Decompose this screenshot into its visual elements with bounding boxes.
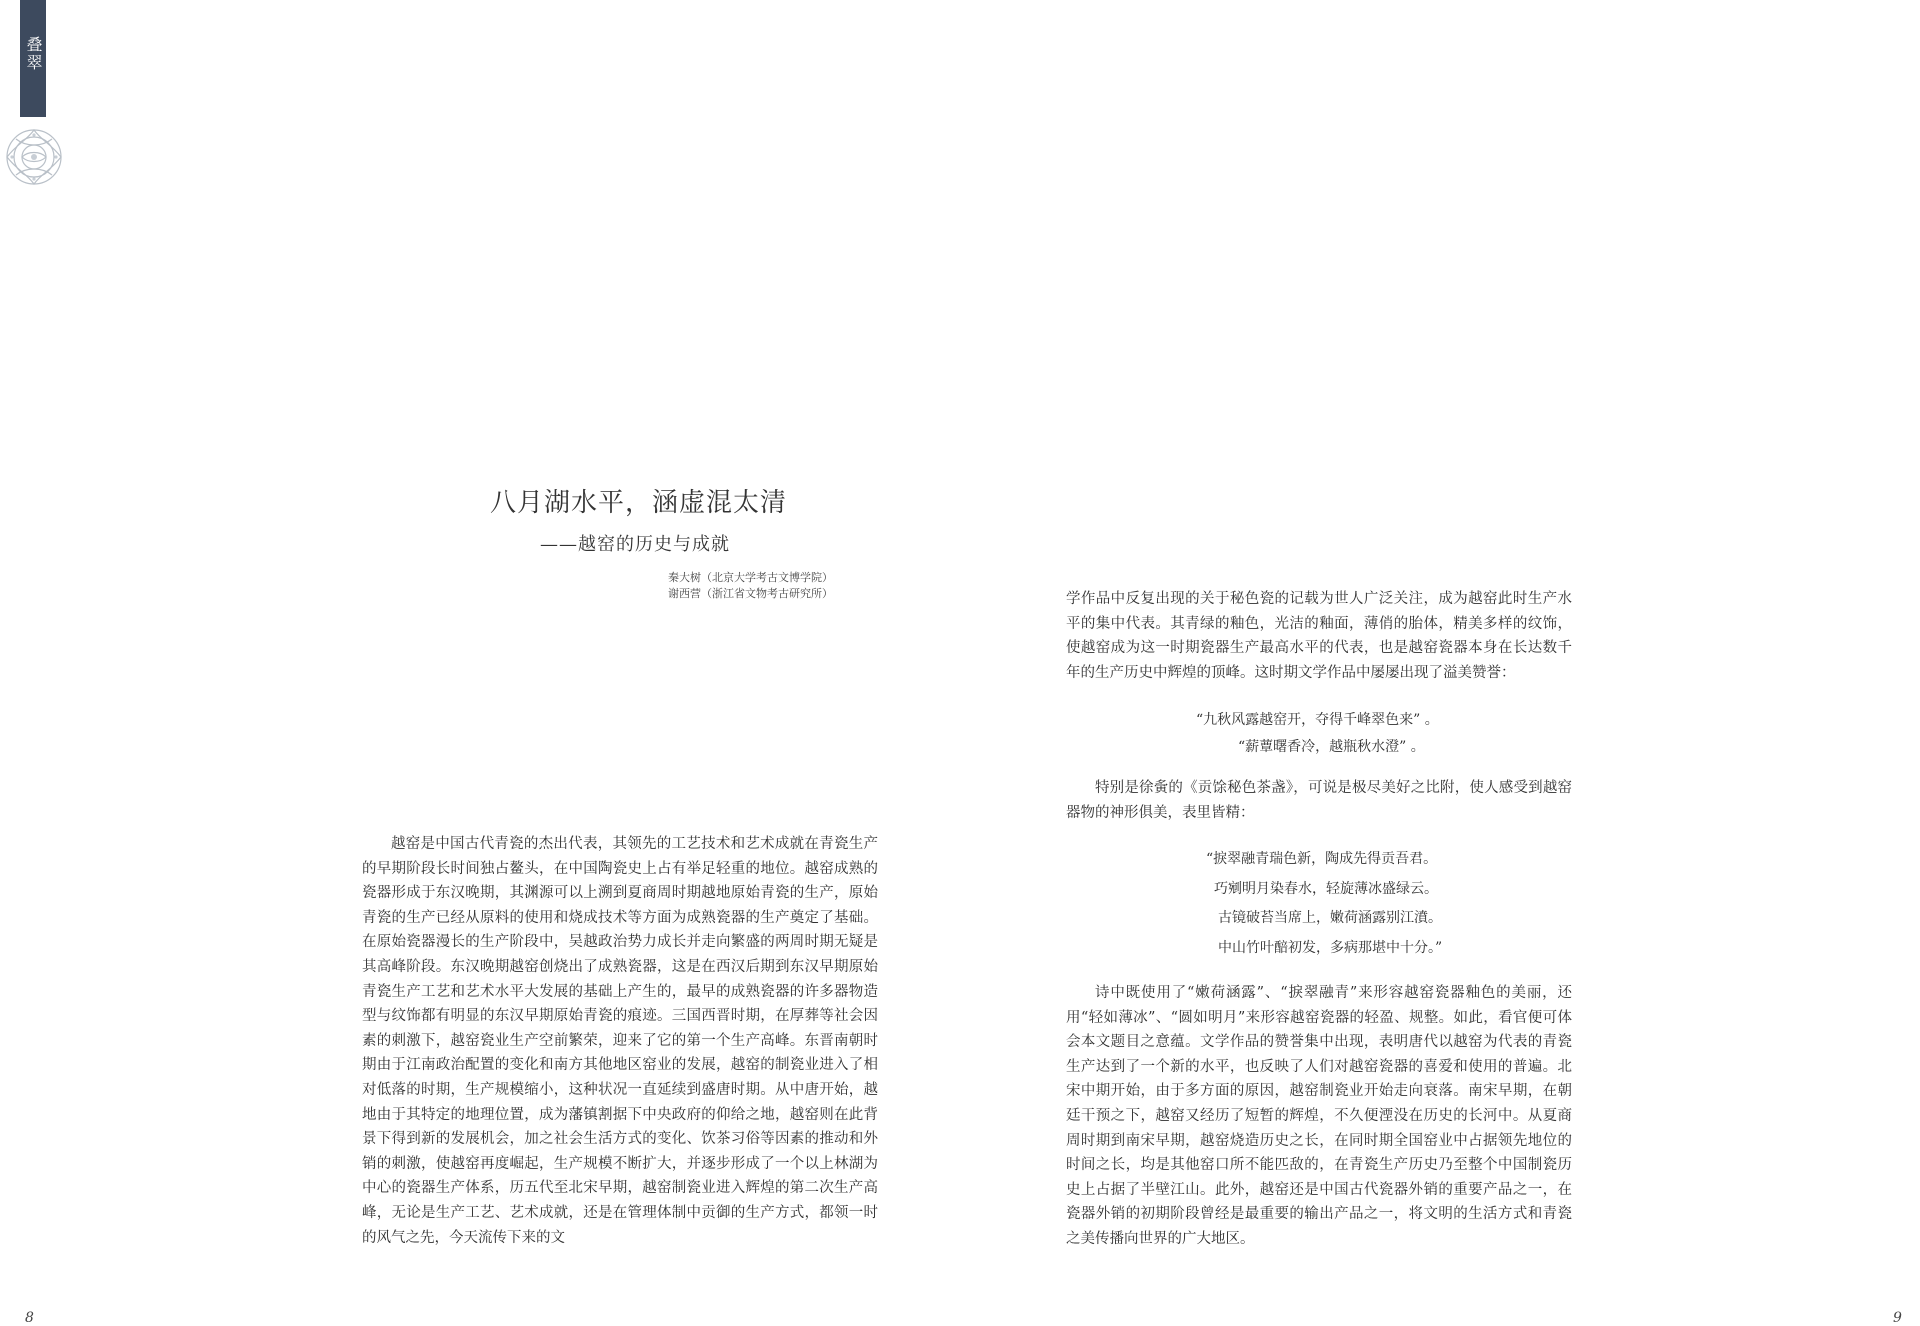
body-paragraph: 诗中既使用了“嫩荷涵露”、“捩翠融青”来形容越窑瓷器釉色的美丽，还用“轻如薄冰”、“圆如明月”来形容越窑瓷器的轻盈、规整。如此，看官便可体会本文题目之意蕴。文学作品的赞誉集中出现，表明唐代以越窑为代表的青瓷生产达到了一个新的水平，也反映了人们对越窑瓷器的喜爱和使用的普遍。北宋中期开始，由于多方面的原因，越窑制瓷业开始走向衰落。南宋早期，在朝廷干预之下，越窑又经历了短暂的辉煌，不久便湮没在历史的长河中。从夏商周时期到南宋早期，越窑烧造历史之长，在同时期全国窑业中占据领先地位的时间之长，均是其他窑口所不能匹敌的，在青瓷生产历史乃至整个中国制瓷历史上占据了半壁江山。此外，越窑还是中国古代瓷器外销的重要产品之一，在瓷器外销的初期阶段曾经是最重要的输出产品之一，将文明的生活方式和青瓷之美传播向世界的广大地区。: [1066, 985, 1572, 1247]
author-line: 谢西营（浙江省文物考古研究所）: [668, 587, 833, 600]
author-list: [668, 570, 833, 602]
body-paragraph: 越窑是中国古代青瓷的杰出代表，其领先的工艺技术和艺术成就在青瓷生产的早期阶段长时间独占鳌头，在中国陶瓷史上占有举足轻重的地位。越窑成熟的瓷器形成于东汉晚期，其渊源可以上溯到夏商周时期越地原始青瓷的生产，原始青瓷的生产已经从原料的使用和烧成技术等方面为成熟瓷器的生产奠定了基础。在原始瓷器漫长的生产阶段中，吴越政治势力成长并走向繁盛的两周时期无疑是其高峰阶段。东汉晚期越窑创烧出了成熟瓷器，这是在西汉后期到东汉早期原始青瓷生产工艺和艺术水平大发展的基础上产生的，最早的成熟瓷器的许多器物造型与纹饰都有明显的东汉早期原始青瓷的痕迹。三国西晋时期，在厚葬等社会因素的刺激下，越窑瓷业生产空前繁荣，迎来了它的第一个生产高峰。东晋南朝时期由于江南政治配置的变化和南方其他地区窑业的发展，越窑的制瓷业进入了相对低落的时期，生产规模缩小，这种状况一直延续到盛唐时期。从中唐开始，越地由于其特定的地理位置，成为藩镇割据下中央政府的仰给之地，越窑则在此背景下得到新的发展机会，加之社会生活方式的变化、饮茶习俗等因素的推动和外销的刺激，使越窑再度崛起，生产规模不断扩大，并逐步形成了一个以上林湖为中心的瓷器生产体系，历五代至北宋早期，越窑制瓷业进入辉煌的第二次生产高峰，无论是生产工艺、艺术成就，还是在管理体制中贡御的生产方式，都领一时的风气之先，今天流传下来的文: [362, 836, 878, 1246]
poem-line: 中山竹叶醅初发，多病那堪中十分。”: [1218, 939, 1443, 956]
poem-block: [1206, 845, 1442, 963]
poem-line: “捩翠融青瑞色新，陶成先得贡吾君。: [1206, 851, 1438, 867]
author-line: 秦大树（北京大学考古文博学院）: [668, 571, 833, 584]
page-number-left: 8: [25, 1310, 34, 1326]
quotation-line: “薪蕈曙香冷，越瓶秋水澄” 。: [1238, 739, 1425, 755]
page-number-right: 9: [1893, 1310, 1902, 1326]
poem-line: 巧剜明月染春水，轻旋薄冰盛绿云。: [1214, 880, 1438, 897]
section-tab: [20, 0, 46, 117]
article-title: 八月湖水平，涵虚混太清: [490, 488, 788, 518]
poem-line: 古镜破苔当席上，嫩荷涵露别江濆。: [1218, 910, 1442, 926]
quotation-block: [1196, 707, 1439, 761]
quotation-line: “九秋风露越窑开，夺得千峰翠色来” 。: [1196, 712, 1439, 728]
body-paragraph: 特别是徐夤的《贡馀秘色茶盏》，可说是极尽美好之比附，使人感受到越窑器物的神形俱美，表里皆精：: [1066, 780, 1572, 821]
body-paragraph-continued: 学作品中反复出现的关于秘色瓷的记载为世人广泛关注，成为越窑此时生产水平的集中代表。其青绿的釉色，光洁的釉面，薄俏的胎体，精美多样的纹饰，使越窑成为这一时期瓷器生产最高水平的代表，也是越窑瓷器本身在长达数千年的生产历史中辉煌的顶峰。这时期文学作品中屡屡出现了溢美赞誉：: [1066, 591, 1572, 681]
section-tab-label: 叠翠: [24, 36, 43, 72]
article-subtitle: ——越窑的历史与成就: [540, 534, 730, 555]
porcelain-medallion-icon: [2, 125, 66, 189]
